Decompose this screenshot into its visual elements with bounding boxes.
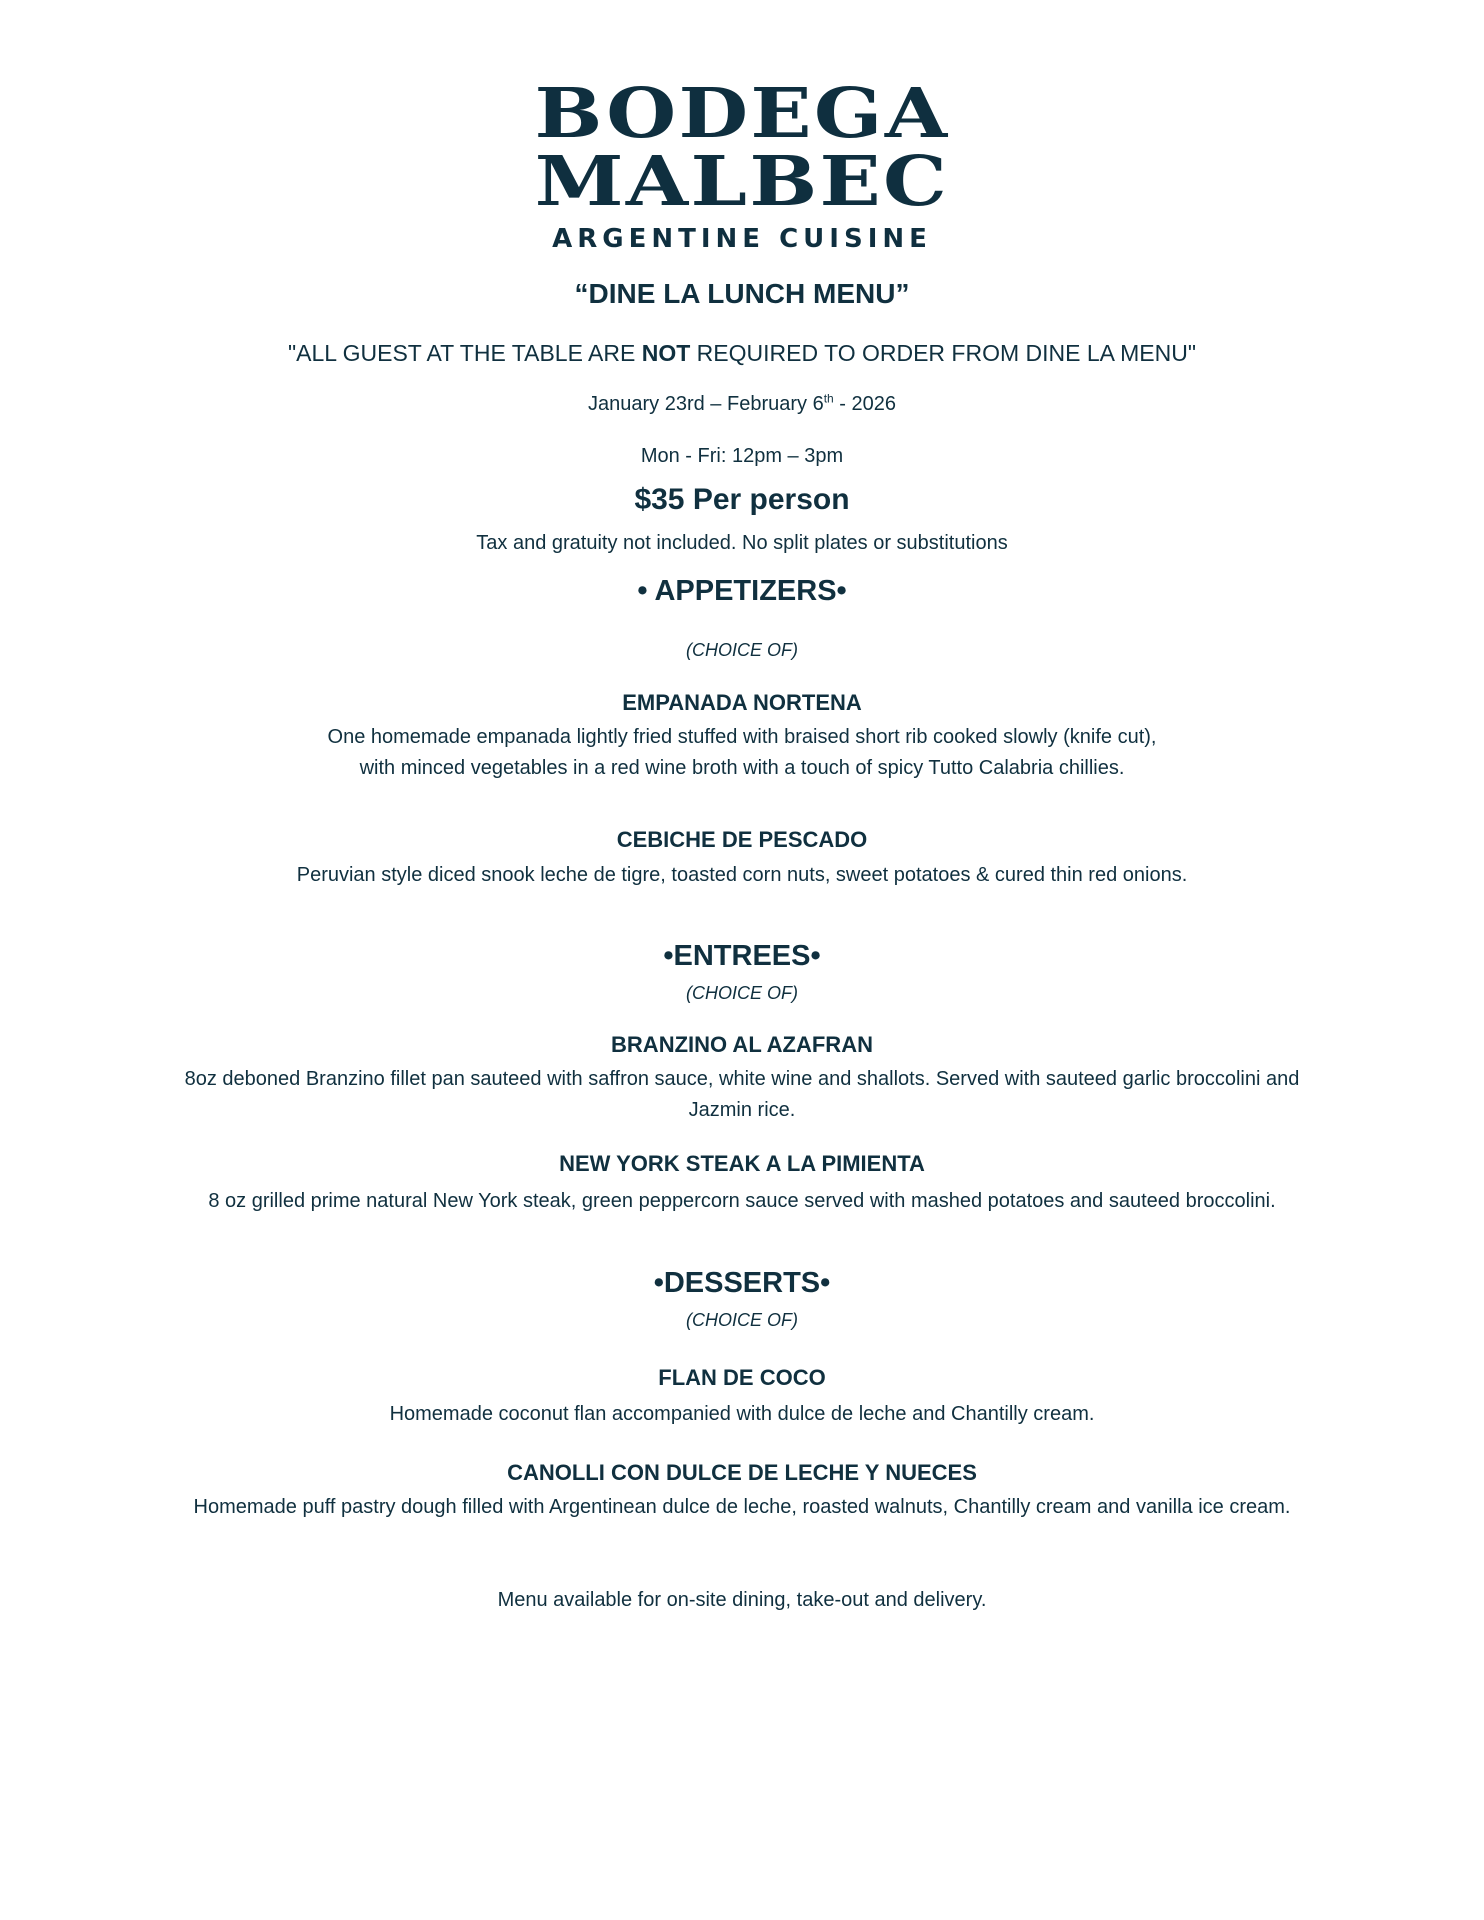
guest-notice [0,340,1484,367]
item-name: FLAN DE COCO [658,1365,826,1390]
logo-bodega: BODEGA [534,74,950,154]
menu-title: “DINE LA LUNCH MENU” [574,278,910,309]
notice-after: REQUIRED TO ORDER FROM DINE LA MENU" [690,340,1197,366]
desserts-title: •DESSERTS• [653,1267,831,1299]
item-desc: Peruvian style diced snook leche de tigre, toasted corn nuts, sweet potatoes & cured thin red onions. [296,864,1188,886]
logo-malbec: MALBEC [534,142,950,222]
date-range [0,393,1484,416]
item-desc: with minced vegetables in a red wine broth with a touch of spicy Tutto Calabria chillies. [359,757,1125,779]
appetizers-title: • APPETIZERS• [637,575,847,607]
entrees-choice: (CHOICE OF) [686,983,798,1003]
item-name: CANOLLI CON DULCE DE LECHE Y NUECES [507,1460,977,1485]
item-name: CEBICHE DE PESCADO [616,827,868,852]
item-desc: 8 oz grilled prime natural New York steak, green peppercorn sauce served with mashed potatoes and sauteed broccolini. [208,1190,1276,1212]
desserts-choice: (CHOICE OF) [686,1310,798,1330]
logo-tagline: ARGENTINE CUISINE [552,224,932,254]
notice-before: "ALL GUEST AT THE TABLE ARE [287,340,642,366]
item-desc: Homemade puff pastry dough filled with Argentinean dulce de leche, roasted walnuts, Chantilly cream and vanilla ice cream. [193,1496,1291,1518]
item-name: EMPANADA NORTENA [622,690,862,715]
item-desc: Homemade coconut flan accompanied with dulce de leche and Chantilly cream. [389,1403,1095,1425]
tax-note: Tax and gratuity not included. No split plates or substitutions [476,532,1008,554]
item-desc: One homemade empanada lightly fried stuffed with braised short rib cooked slowly (knife cut), [327,726,1157,748]
date-sup: th [823,391,834,406]
date-after: - 2026 [833,393,896,415]
service-hours: Mon - Fri: 12pm – 3pm [640,445,844,467]
notice-emphasis: NOT [641,340,691,366]
date-before: January 23rd – February 6 [588,393,824,415]
price: $35 Per person [634,483,850,516]
entrees-title: •ENTREES• [663,940,821,972]
item-desc: 8oz deboned Branzino fillet pan sauteed with saffron sauce, white wine and shallots. Served with sauteed garlic broccolini and [184,1068,1300,1090]
availability-note: Menu available for on-site dining, take-out and delivery. [497,1589,987,1611]
item-name: BRANZINO AL AZAFRAN [611,1032,873,1057]
appetizers-choice: (CHOICE OF) [686,640,798,660]
item-name: NEW YORK STEAK A LA PIMIENTA [559,1151,925,1176]
item-desc: Jazmin rice. [688,1099,796,1121]
